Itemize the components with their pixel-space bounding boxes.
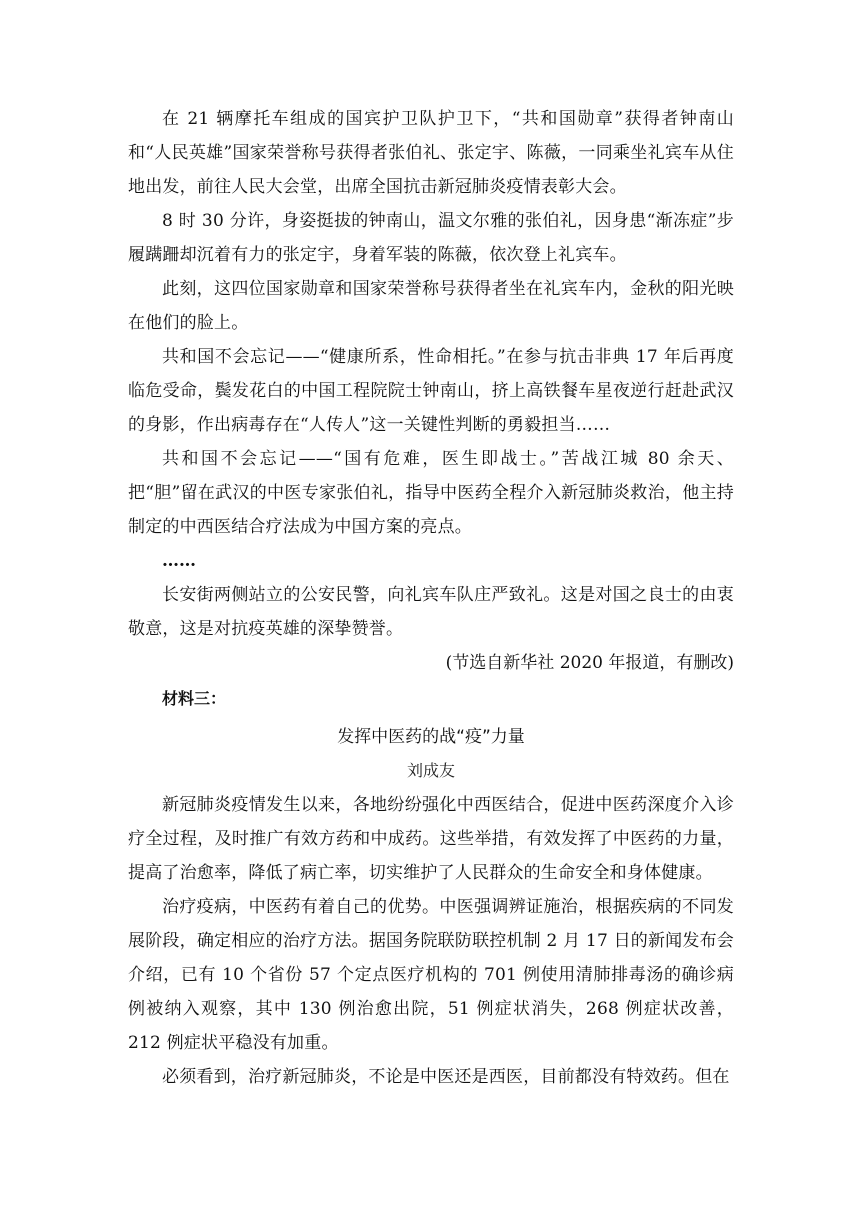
paragraph: 长安街两侧站立的公安民警，向礼宾车队庄严致礼。这是对国之良士的由衷敬意，这是对抗疫英雄的深挚赞誉。 <box>128 585 734 639</box>
paragraph: 必须看到，治疗新冠肺炎，不论是中医还是西医，目前都没有特效药。但在 <box>162 1067 730 1087</box>
omission-ellipsis: …… <box>162 551 196 571</box>
paragraph: 新冠肺炎疫情发生以来，各地纷纷强化中西医结合，促进中医药深度介入诊疗全过程，及时推广有效方药和中成药。这些举措，有效发挥了中医药的力量，提高了治愈率，降低了病亡率，切实维护了人民群众的生命安全和身体健康。 <box>128 795 734 883</box>
paragraph: 此刻，这四位国家勋章和国家荣誉称号获得者坐在礼宾车内，金秋的阳光映在他们的脸上。 <box>128 279 734 333</box>
paragraph: 共和国不会忘记——“国有危难，医生即战士。”苦战江城 80 余天、把“胆”留在武汉的中医专家张伯礼，指导中医药全程介入新冠肺炎救治，他主持制定的中西医结合疗法成为中国方案的亮点。 <box>128 449 734 537</box>
paragraph: 在 21 辆摩托车组成的国宾护卫队护卫下，“共和国勋章”获得者钟南山和“人民英雄”国家荣誉称号获得者张伯礼、张定宇、陈薇，一同乘坐礼宾车从住地出发，前往人民大会堂，出席全国抗击新冠肺炎疫情表彰大会。 <box>128 109 734 197</box>
source-note: (节选自新华社 2020 年报道，有删改) <box>445 653 734 673</box>
article-author: 刘成友 <box>406 761 455 780</box>
paragraph: 治疗疫病，中医药有着自己的优势。中医强调辨证施治，根据疾病的不同发展阶段，确定相应的治疗方法。据国务院联防联控机制 2 月 17 日的新闻发布会介绍，已有 10 个省份 57 个定点医疗机构的 701 例使用清肺排毒汤的确诊病例被纳入观察，其中 130 例治愈出院，51 例症状消失，268 例症状改善，212 例症状平稳没有加重。 <box>128 897 734 1053</box>
material-label: 材料三： <box>162 689 227 708</box>
paragraph: 共和国不会忘记——“健康所系，性命相托。”在参与抗击非典 17 年后再度临危受命，鬓发花白的中国工程院院士钟南山，挤上高铁餐车星夜逆行赶赴武汉的身影，作出病毒存在“人传人”这一关键性判断的勇毅担当…… <box>128 347 734 435</box>
paragraph: 8 时 30 分许，身姿挺拔的钟南山，温文尔雅的张伯礼，因身患“渐冻症”步履蹒跚却沉着有力的张定宇，身着军装的陈薇，依次登上礼宾车。 <box>128 211 734 265</box>
article-title: 发挥中医药的战“疫”力量 <box>337 727 525 747</box>
document-page <box>128 102 734 1094</box>
